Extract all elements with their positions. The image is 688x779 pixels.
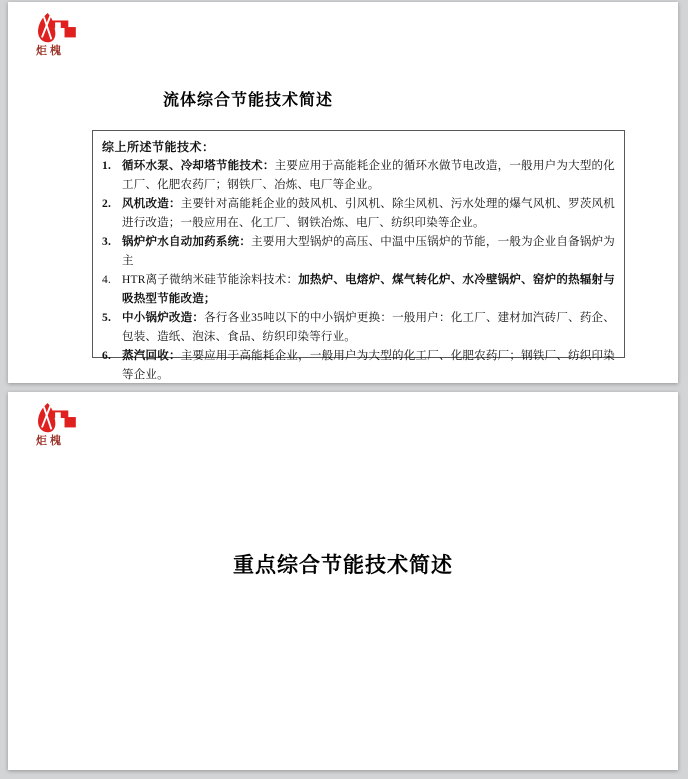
item-number: 1. (102, 160, 112, 172)
flame-logo-icon (36, 12, 78, 44)
item-lead: 中小锅炉改造： (122, 312, 205, 324)
summary-text-box (92, 130, 625, 381)
item-text (122, 309, 615, 347)
item-lead: 风机改造： (122, 198, 181, 210)
item-body: 主要应用于高能耗企业，一般用户为大型的化工厂、化肥农药厂；钢铁厂、纺织印染等企业。 (122, 350, 615, 381)
company-logo (36, 402, 82, 448)
company-logo (36, 12, 82, 58)
company-logo-text: 炬槐 (36, 45, 64, 57)
item-text (122, 347, 615, 385)
list-item (102, 309, 615, 347)
item-body: 主要用大型锅炉的高压、中温中压锅炉的节能，一般为企业自备锅炉为主 (122, 236, 616, 267)
item-number: 5. (102, 312, 112, 324)
item-number: 3. (102, 236, 112, 248)
list-item (102, 157, 615, 195)
item-number: 6. (102, 350, 112, 362)
list-item (102, 347, 615, 385)
item-number: 2. (102, 198, 112, 210)
list-item (102, 195, 615, 233)
item-lead: 锅炉炉水自动加药系统： (122, 236, 252, 248)
box-header: 综上所述节能技术： (102, 140, 215, 154)
item-text (122, 195, 615, 233)
item-number: 4. (102, 274, 112, 286)
item-lead: 循环水泵、冷却塔节能技术： (122, 160, 275, 172)
item-body: 主要应用于高能耗企业的循环水做节电改造，一般用户为大型的化工厂、化肥农药厂；钢铁厂、冶炼、电厂等企业。 (122, 160, 615, 191)
list-item (102, 233, 615, 271)
item-lead: 蒸汽回收： (122, 350, 181, 362)
company-logo-text: 炬槐 (36, 435, 64, 447)
slide-page-1[interactable] (8, 2, 678, 383)
slide-page-2[interactable] (8, 392, 678, 770)
item-body: 加热炉、电熔炉、煤气转化炉、水冷壁锅炉、窑炉的热辐射与吸热型节能改造； (122, 274, 615, 305)
item-body: 各行各业35吨以下的中小锅炉更换：一般用户：化工厂、建材加汽砖厂、药企、包装、造纸、泡沫、食品、纺织印染等行业。 (122, 312, 615, 343)
item-text (122, 157, 615, 195)
slide2-title: 重点综合节能技术简述 (233, 553, 453, 577)
slide1-title: 流体综合节能技术简述 (163, 92, 334, 109)
flame-logo-icon (36, 402, 78, 434)
item-text (122, 233, 615, 271)
list-item (102, 271, 615, 309)
item-text (122, 271, 615, 309)
item-body: 主要针对高能耗企业的鼓风机、引风机、除尘风机、污水处理的爆气风机、罗茨风机进行改造；一般应用在、化工厂、钢铁冶炼、电厂、纺织印染等企业。 (122, 198, 615, 229)
item-lead: HTR离子微纳米硅节能涂料技术： (122, 274, 299, 286)
